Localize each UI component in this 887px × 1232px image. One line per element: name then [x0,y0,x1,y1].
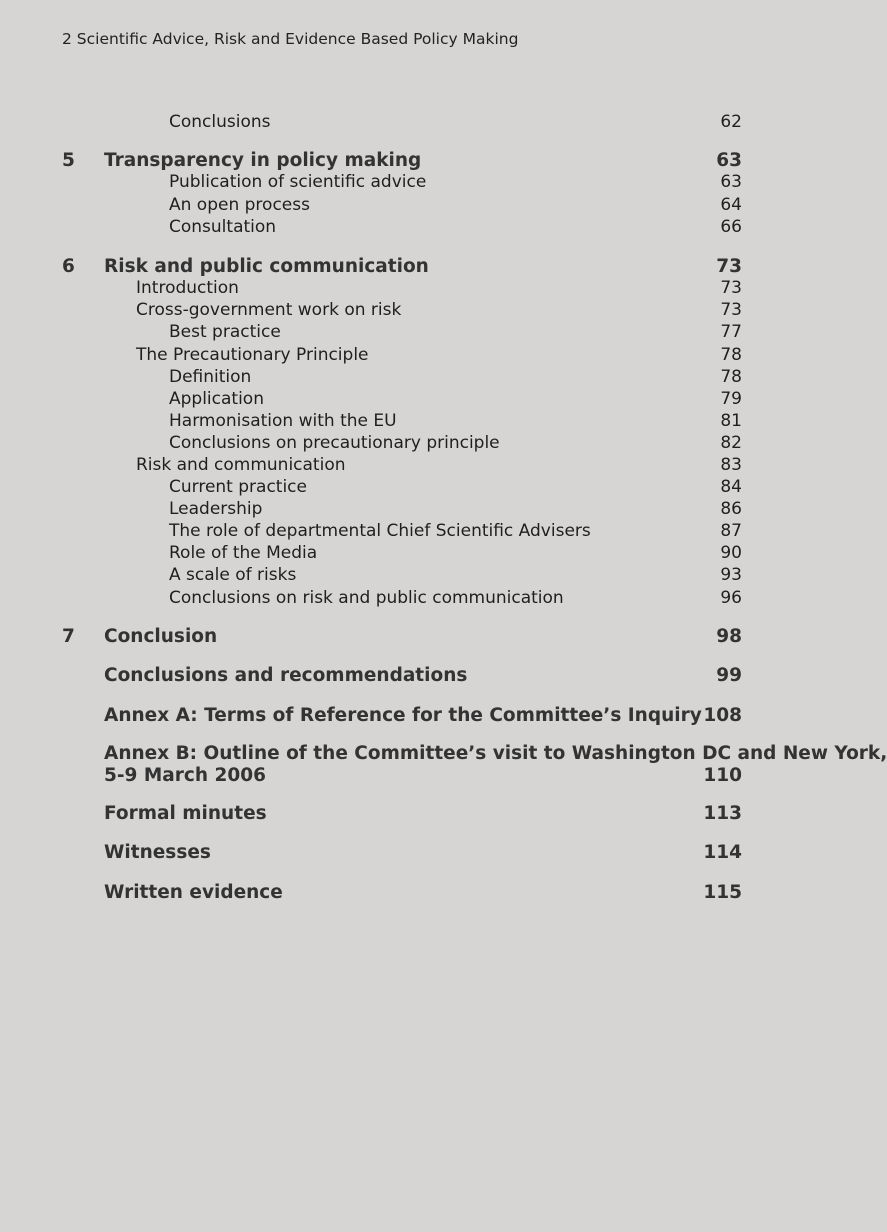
page-number: 78 [720,345,742,365]
toc-entry[interactable] [0,665,801,691]
toc-entry[interactable] [0,588,801,614]
entry-title: Conclusions [169,112,271,132]
page-number: 98 [716,626,742,647]
entry-title: Current practice [169,477,307,497]
toc-entry[interactable] [0,626,801,652]
entry-title: Definition [169,367,252,387]
page-number: 110 [703,765,742,786]
entry-title: Application [169,389,264,409]
page-number: 78 [720,367,742,387]
page-number: 73 [716,256,742,277]
entry-title: Consultation [169,217,277,237]
page-number: 77 [720,322,742,342]
entry-title: Publication of scientific advice [169,172,427,192]
toc-entry[interactable] [0,112,801,138]
chapter-number: 5 [62,150,75,171]
entry-title: The role of departmental Chief Scientific Advisers [169,521,591,541]
page-number: 87 [720,521,742,541]
entry-title: Introduction [136,278,239,298]
entry-title: Witnesses [104,842,211,863]
entry-title: Transparency in policy making [104,150,422,171]
page-number: 115 [703,882,742,903]
entry-title: 5-9 March 2006 [104,765,266,786]
page-number: 64 [720,195,742,215]
entry-title: Leadership [169,499,263,519]
toc-entry[interactable] [0,882,801,908]
page-number: 66 [720,217,742,237]
page-number: 90 [720,543,742,563]
entry-title: Conclusions on precautionary principle [169,433,500,453]
entry-title: Role of the Media [169,543,318,563]
page-number: 81 [720,411,742,431]
entry-title: Risk and communication [136,455,346,475]
chapter-number: 6 [62,256,75,277]
page-number: 93 [720,565,742,585]
page-number: 63 [720,172,742,192]
entry-title: Conclusions on risk and public communication [169,588,564,608]
entry-title: Cross-government work on risk [136,300,402,320]
entry-title: Best practice [169,322,281,342]
toc-entry[interactable] [0,803,801,829]
entry-title: An open process [169,195,310,215]
entry-title: Written evidence [104,882,283,903]
entry-title: The Precautionary Principle [136,345,369,365]
entry-title: Conclusions and recommendations [104,665,468,686]
running-header: 2 Scientific Advice, Risk and Evidence Based Policy Making [62,30,519,48]
entry-title: Annex A: Terms of Reference for the Committee’s Inquiry [104,705,702,726]
toc-entry[interactable] [0,705,801,731]
entry-title: Conclusion [104,626,218,647]
page-number: 83 [720,455,742,475]
entry-title: Formal minutes [104,803,267,824]
page-number: 79 [720,389,742,409]
page-number: 63 [716,150,742,171]
entry-title: Harmonisation with the EU [169,411,397,431]
entry-title: A scale of risks [169,565,297,585]
page-number: 73 [720,278,742,298]
page-number: 113 [703,803,742,824]
page-number: 84 [720,477,742,497]
toc-entry[interactable] [0,842,801,868]
page-number: 62 [720,112,742,132]
page-number: 96 [720,588,742,608]
page-number: 86 [720,499,742,519]
page-number: 99 [716,665,742,686]
entry-title: Annex B: Outline of the Committee’s visit to Washington DC and New York, [104,743,887,764]
page-number: 114 [703,842,742,863]
page-number: 108 [703,705,742,726]
toc-entry[interactable] [0,765,801,791]
toc-entry[interactable] [0,217,801,243]
page-number: 73 [720,300,742,320]
page-number: 82 [720,433,742,453]
chapter-number: 7 [62,626,75,647]
entry-title: Risk and public communication [104,256,429,277]
